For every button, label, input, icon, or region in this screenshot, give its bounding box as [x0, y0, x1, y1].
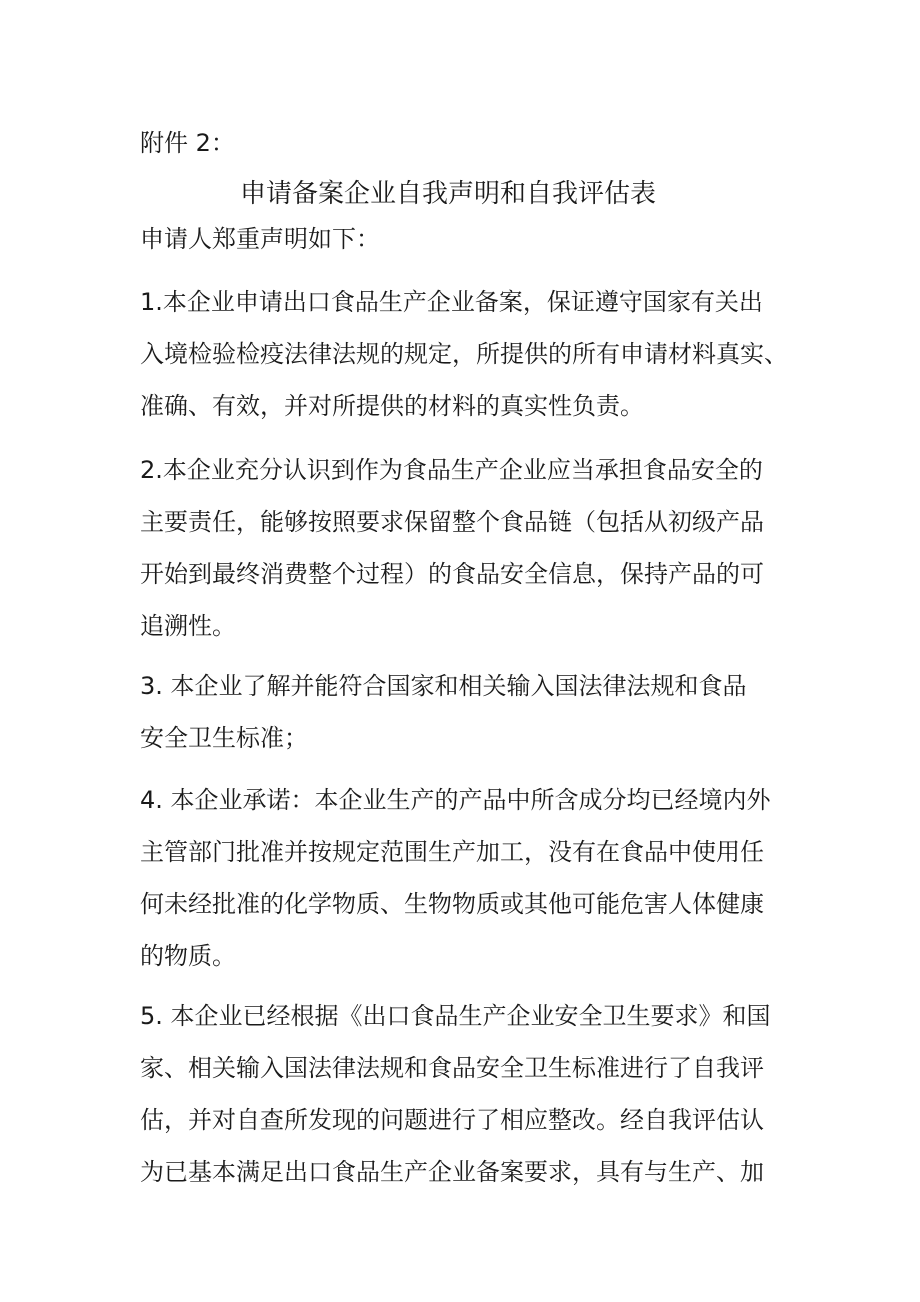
text-line: 3. 本企业了解并能符合国家和相关输入国法律法规和食品: [140, 672, 747, 700]
document-title: 申请备案企业自我声明和自我评估表: [240, 179, 657, 209]
declaration-item-3: [140, 660, 785, 764]
declaration-item-1: [140, 276, 788, 432]
text-line: 1.本企业申请出口食品生产企业备案，保证遵守国家有关出: [140, 288, 763, 316]
text-line: 追溯性。: [140, 612, 236, 640]
declaration-item-2: [140, 444, 785, 652]
attachment-label: 附件 2：: [140, 129, 235, 157]
declaration-intro: 申请人郑重声明如下：: [140, 225, 380, 253]
text-line: 4. 本企业承诺：本企业生产的产品中所含成分均已经境内外: [140, 786, 771, 814]
declaration-item-4: [140, 774, 785, 982]
declaration-item-5: [140, 990, 785, 1198]
text-line: 入境检验检疫法律法规的规定，所提供的所有申请材料真实、: [140, 340, 788, 368]
text-line: 主要责任，能够按照要求保留整个食品链（包括从初级产品: [140, 508, 764, 536]
text-line: 2.本企业充分认识到作为食品生产企业应当承担食品安全的: [140, 456, 763, 484]
text-line: 主管部门批准并按规定范围生产加工，没有在食品中使用任: [140, 838, 764, 866]
text-line: 准确、有效，并对所提供的材料的真实性负责。: [140, 392, 644, 420]
text-line: 的物质。: [140, 942, 236, 970]
text-line: 为已基本满足出口食品生产企业备案要求，具有与生产、加: [140, 1158, 764, 1186]
text-line: 开始到最终消费整个过程）的食品安全信息，保持产品的可: [140, 560, 764, 588]
text-line: 家、相关输入国法律法规和食品安全卫生标准进行了自我评: [140, 1054, 764, 1082]
text-line: 5. 本企业已经根据《出口食品生产企业安全卫生要求》和国: [140, 1002, 771, 1030]
text-line: 安全卫生标准；: [140, 724, 308, 752]
text-line: 何未经批准的化学物质、生物物质或其他可能危害人体健康: [140, 890, 764, 918]
text-line: 估，并对自查所发现的问题进行了相应整改。经自我评估认: [140, 1106, 764, 1134]
